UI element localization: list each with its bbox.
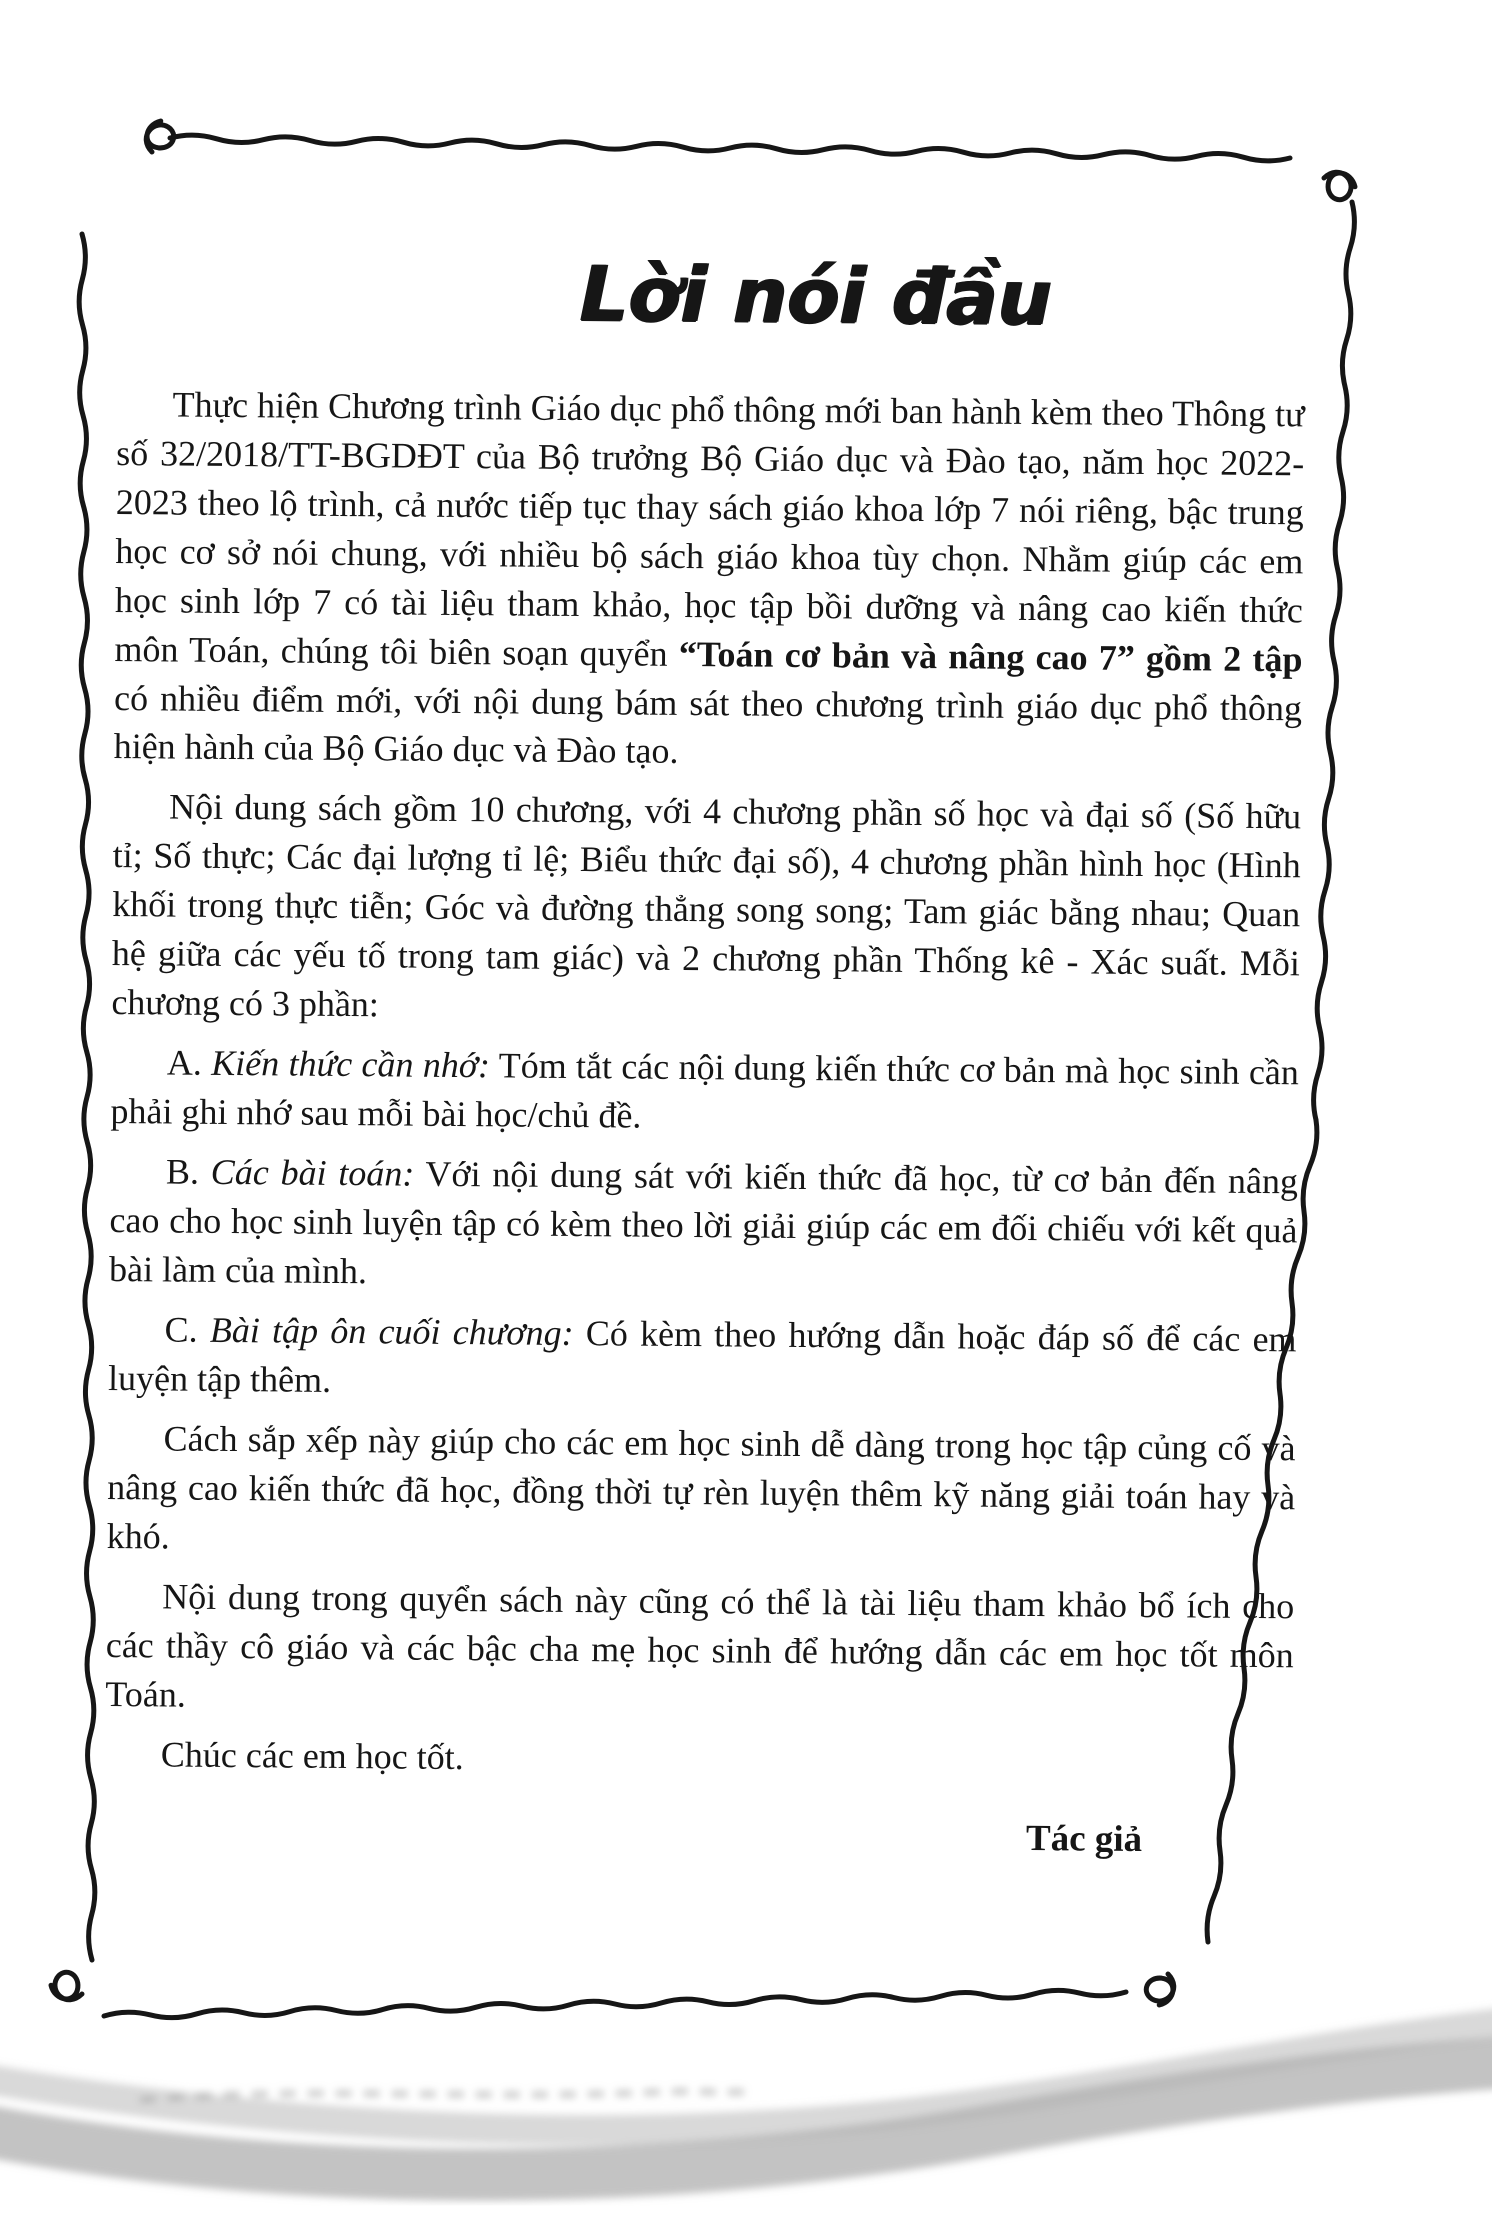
- text-run-normal: Chúc các em học tốt.: [160, 1734, 464, 1777]
- page-title: Lời nói đầu: [579, 249, 1052, 343]
- text-run-italic: Bài tập ôn cuối chương:: [209, 1309, 574, 1353]
- text-run-bold: “Toán cơ bản và nâng cao 7” gồm 2 tập: [678, 633, 1303, 679]
- corner-knot-stroke: [1144, 1973, 1177, 2006]
- paragraph: [107, 1414, 1296, 1571]
- paragraph: [113, 380, 1304, 782]
- text-run-italic: Kiến thức cần nhớ:: [211, 1043, 491, 1086]
- corner-knot-ornament: [1144, 1973, 1177, 2006]
- paragraph: [110, 1038, 1299, 1146]
- author-signature: Tác giả: [1025, 1817, 1143, 1860]
- paragraph: [105, 1572, 1294, 1729]
- corner-knot-ornament: [1323, 169, 1356, 202]
- paragraph: [109, 1147, 1298, 1304]
- text-run-normal: Nội dung sách gồm 10 chương, với 4 chương phần số học và đại số (Số hữu tỉ; Số thực; Các đại lượng tỉ lệ; Biểu thức đại số), 4 chương phần hình học (Hình khối trong thực tiễn; Góc và đường thẳng song song; Tam giác bằng nhau; Quan hệ giữa các yếu tố trong tam giác) và 2 chương phần Thống kê - Xác suất. Mỗi chương có 3 phần:: [111, 786, 1302, 1025]
- text-run-normal: B.: [165, 1151, 211, 1192]
- border-stroke: [79, 234, 95, 1960]
- corner-knot-stroke: [1323, 169, 1356, 202]
- text-run-normal: có nhiều điểm mới, với nội dung bám sát theo chương trình giáo dục phổ thông hiện hành của Bộ Giáo dục và Đào tạo.: [113, 677, 1303, 772]
- text-run-normal: Với nội dung sát với kiến thức đã học, từ cơ bản đến nâng cao cho học sinh luyện tập có kèm theo lời giải giúp các em đối chiếu với kết quả bài làm của mình.: [108, 1153, 1299, 1292]
- wave-scribble: [140, 2091, 755, 2100]
- preface-text: [105, 380, 1305, 1789]
- text-run-italic: Các bài toán:: [210, 1151, 415, 1194]
- corner-knot-stroke: [143, 119, 176, 152]
- corner-knot-ornament: [143, 119, 176, 152]
- wave-band-main: [0, 2062, 1492, 2175]
- corner-knot-ornament: [49, 1970, 82, 2003]
- border-stroke: [104, 1990, 1126, 2017]
- text-run-normal: Tóm tắt các nội dung kiến thức cơ bản mà học sinh cần phải ghi nhớ sau mỗi bài học/chủ đề.: [110, 1045, 1300, 1136]
- text-run-normal: C.: [164, 1309, 211, 1350]
- text-run-normal: A.: [166, 1042, 212, 1084]
- paragraph: [105, 1730, 1293, 1789]
- text-run-normal: Cách sắp xếp này giúp cho các em học sinh dễ dàng trong học tập củng cố và nâng cao kiến thức đã học, đồng thời tự rèn luyện thêm kỹ năng giải toán hay và khó.: [106, 1418, 1296, 1557]
- text-run-normal: Thực hiện Chương trình Giáo dục phổ thông mới ban hành kèm theo Thông tư số 32/2018/TT-BGDĐT của Bộ trưởng Bộ Giáo dục và Đào tạo, năm học 2022-2023 theo lộ trình, cả nước tiếp tục thay sách giáo khoa lớp 7 nói riêng, bậc trung học cơ sở nói chung, với nhiều bộ sách giáo khoa tùy chọn. Nhằm giúp các em học sinh lớp 7 có tài liệu tham khảo, học tập bồi dưỡng và nâng cao kiến thức môn Toán, chúng tôi biên soạn quyển: [114, 384, 1305, 674]
- text-run-normal: Nội dung trong quyển sách này cũng có thể là tài liệu tham khảo bổ ích cho các thầy cô giáo và các bậc cha mẹ học sinh để hướng dẫn các em học tốt môn Toán.: [105, 1576, 1295, 1715]
- text-run-normal: Có kèm theo hướng dẫn hoặc đáp số để các em luyện tập thêm.: [107, 1312, 1297, 1400]
- bottom-wave-decoration: [0, 2022, 1492, 2175]
- border-stroke: [170, 135, 1290, 161]
- paragraph: [111, 782, 1301, 1037]
- wave-band-light: [0, 2022, 1492, 2130]
- preface-content: [104, 250, 1306, 1862]
- paragraph: [108, 1305, 1297, 1413]
- corner-knot-stroke: [49, 1970, 82, 2003]
